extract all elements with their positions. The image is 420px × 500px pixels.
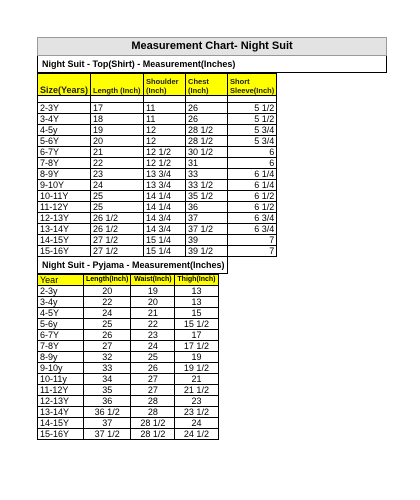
header-year: Year — [38, 275, 84, 286]
table-cell: 5 3/4 — [228, 125, 277, 136]
table-cell: 6 3/4 — [228, 213, 277, 224]
table-cell: 28 — [131, 407, 175, 418]
table-cell: 10-11Y — [38, 191, 91, 202]
table-cell: 35 1/2 — [186, 191, 228, 202]
table-cell: 4-5y — [38, 125, 91, 136]
table-row — [38, 330, 219, 341]
table-cell: 37 — [84, 418, 131, 429]
table-row — [38, 202, 277, 213]
table-row — [38, 103, 277, 114]
top-table-body — [38, 103, 277, 257]
table-cell: 6 3/4 — [228, 224, 277, 235]
table-cell: 33 — [84, 363, 131, 374]
table-cell: 17 — [91, 103, 144, 114]
top-section-title: Night Suit - Top(Shirt) - Measurement(Inches) — [37, 56, 387, 73]
header-chest: Chest (Inch) — [186, 74, 228, 96]
table-cell: 26 1/2 — [91, 224, 144, 235]
table-cell: 21 — [91, 147, 144, 158]
table-cell: 24 — [175, 418, 218, 429]
top-header-row — [38, 74, 277, 96]
table-cell: 19 — [175, 352, 218, 363]
table-cell: 28 1/2 — [131, 429, 175, 440]
top-measurement-table — [37, 73, 277, 257]
table-cell: 5-6y — [38, 319, 84, 330]
table-cell: 39 — [186, 235, 228, 246]
header-shoulder: Shoulder (Inch) — [144, 74, 186, 96]
table-cell: 25 — [91, 202, 144, 213]
table-cell: 24 — [91, 180, 144, 191]
header-waist: Waist(Inch) — [131, 275, 175, 286]
table-row — [38, 319, 219, 330]
table-cell: 36 — [84, 396, 131, 407]
table-cell: 7 — [228, 246, 277, 257]
table-cell: 10-11y — [38, 374, 84, 385]
table-cell: 12 1/2 — [144, 158, 186, 169]
table-cell: 26 — [84, 330, 131, 341]
table-row — [38, 308, 219, 319]
table-cell: 9-10y — [38, 363, 84, 374]
header-length: Length(Inch) — [84, 275, 131, 286]
table-row — [38, 191, 277, 202]
table-cell: 27 1/2 — [91, 235, 144, 246]
table-cell: 26 — [186, 103, 228, 114]
table-cell: 5 3/4 — [228, 136, 277, 147]
table-cell: 13 — [175, 286, 218, 297]
table-cell: 5-6Y — [38, 136, 91, 147]
table-row — [38, 374, 219, 385]
table-cell: 6 1/4 — [228, 169, 277, 180]
table-cell: 12-13Y — [38, 213, 91, 224]
table-cell: 22 — [131, 319, 175, 330]
table-row — [38, 429, 219, 440]
pyjama-table-body — [38, 286, 219, 440]
table-row — [38, 297, 219, 308]
table-cell: 12 — [144, 125, 186, 136]
table-cell: 19 1/2 — [175, 363, 218, 374]
table-row — [38, 158, 277, 169]
table-cell: 17 — [175, 330, 218, 341]
table-row — [38, 147, 277, 158]
table-cell: 27 — [131, 385, 175, 396]
table-cell: 23 — [91, 169, 144, 180]
table-cell: 11 — [144, 103, 186, 114]
table-cell: 7 — [228, 235, 277, 246]
table-cell: 7-8Y — [38, 158, 91, 169]
table-cell: 22 — [84, 297, 131, 308]
table-cell: 8-9y — [38, 352, 84, 363]
table-row — [38, 407, 219, 418]
table-cell: 28 — [131, 396, 175, 407]
table-cell: 21 — [175, 374, 218, 385]
table-cell: 6-7Y — [38, 147, 91, 158]
table-cell: 15 — [175, 308, 218, 319]
table-row — [38, 352, 219, 363]
table-cell: 27 — [84, 341, 131, 352]
table-row — [38, 114, 277, 125]
table-cell: 28 1/2 — [186, 136, 228, 147]
table-cell: 24 — [131, 341, 175, 352]
table-cell: 25 — [84, 319, 131, 330]
table-cell: 19 — [131, 286, 175, 297]
header-thigh: Thigh(Inch) — [175, 275, 218, 286]
table-cell: 18 — [91, 114, 144, 125]
table-cell: 13-14Y — [38, 407, 84, 418]
table-row — [38, 136, 277, 147]
header-length: Length (Inch) — [91, 74, 144, 96]
table-cell: 24 — [84, 308, 131, 319]
table-cell: 27 — [131, 374, 175, 385]
table-cell: 23 — [131, 330, 175, 341]
table-cell: 19 — [91, 125, 144, 136]
table-cell: 6 — [228, 147, 277, 158]
table-cell: 3-4y — [38, 297, 84, 308]
spacer-row — [38, 96, 277, 103]
table-row — [38, 169, 277, 180]
table-cell: 21 1/2 — [175, 385, 218, 396]
table-cell: 5 1/2 — [228, 103, 277, 114]
table-row — [38, 341, 219, 352]
table-cell: 14-15Y — [38, 235, 91, 246]
table-cell: 8-9Y — [38, 169, 91, 180]
table-cell: 12-13Y — [38, 396, 84, 407]
table-cell: 13 3/4 — [144, 180, 186, 191]
table-cell: 20 — [91, 136, 144, 147]
table-cell: 36 — [186, 202, 228, 213]
table-cell: 27 1/2 — [91, 246, 144, 257]
table-cell: 4-5Y — [38, 308, 84, 319]
table-cell: 21 — [131, 308, 175, 319]
table-cell: 2-3Y — [38, 103, 91, 114]
table-row — [38, 125, 277, 136]
table-row — [38, 363, 219, 374]
table-cell: 25 — [131, 352, 175, 363]
table-row — [38, 180, 277, 191]
table-cell: 14 3/4 — [144, 213, 186, 224]
table-cell: 26 1/2 — [91, 213, 144, 224]
table-cell: 5 1/2 — [228, 114, 277, 125]
table-cell: 13 3/4 — [144, 169, 186, 180]
table-cell: 12 1/2 — [144, 147, 186, 158]
table-cell: 6 1/2 — [228, 202, 277, 213]
table-cell: 20 — [84, 286, 131, 297]
table-cell: 2-3y — [38, 286, 84, 297]
table-cell: 35 — [84, 385, 131, 396]
table-cell: 33 — [186, 169, 228, 180]
table-cell: 20 — [131, 297, 175, 308]
table-cell: 15 1/4 — [144, 235, 186, 246]
table-row — [38, 224, 277, 235]
table-cell: 33 1/2 — [186, 180, 228, 191]
table-row — [38, 286, 219, 297]
table-cell: 6 1/2 — [228, 191, 277, 202]
table-cell: 6 — [228, 158, 277, 169]
table-cell: 9-10Y — [38, 180, 91, 191]
table-cell: 14 1/4 — [144, 191, 186, 202]
table-row — [38, 235, 277, 246]
table-cell: 28 1/2 — [131, 418, 175, 429]
table-cell: 15 1/2 — [175, 319, 218, 330]
table-cell: 12 — [144, 136, 186, 147]
table-row — [38, 385, 219, 396]
table-cell: 26 — [186, 114, 228, 125]
table-cell: 34 — [84, 374, 131, 385]
table-cell: 23 — [175, 396, 218, 407]
table-cell: 7-8Y — [38, 341, 84, 352]
table-cell: 39 1/2 — [186, 246, 228, 257]
table-cell: 11 — [144, 114, 186, 125]
table-cell: 11-12Y — [38, 385, 84, 396]
table-cell: 15-16Y — [38, 429, 84, 440]
table-row — [38, 418, 219, 429]
table-cell: 6 1/4 — [228, 180, 277, 191]
table-cell: 37 1/2 — [186, 224, 228, 235]
table-cell: 37 — [186, 213, 228, 224]
table-cell: 3-4Y — [38, 114, 91, 125]
pyjama-measurement-table — [37, 274, 219, 440]
table-cell: 25 — [91, 191, 144, 202]
pyjama-header-row — [38, 275, 219, 286]
table-cell: 28 1/2 — [186, 125, 228, 136]
table-cell: 15 1/4 — [144, 246, 186, 257]
table-row — [38, 246, 277, 257]
table-cell: 13 — [175, 297, 218, 308]
bottom-section-title: Night Suit - Pyjama - Measurement(Inches) — [37, 257, 228, 274]
table-cell: 17 1/2 — [175, 341, 218, 352]
table-cell: 23 1/2 — [175, 407, 218, 418]
table-cell: 14-15Y — [38, 418, 84, 429]
chart-title: Measurement Chart- Night Suit — [37, 37, 387, 56]
table-cell: 13-14Y — [38, 224, 91, 235]
table-cell: 6-7Y — [38, 330, 84, 341]
table-cell: 11-12Y — [38, 202, 91, 213]
table-cell: 37 1/2 — [84, 429, 131, 440]
table-cell: 24 1/2 — [175, 429, 218, 440]
table-cell: 22 — [91, 158, 144, 169]
table-cell: 14 3/4 — [144, 224, 186, 235]
header-size: Size(Years) — [38, 74, 91, 96]
table-cell: 26 — [131, 363, 175, 374]
table-cell: 30 1/2 — [186, 147, 228, 158]
table-cell: 36 1/2 — [84, 407, 131, 418]
table-cell: 32 — [84, 352, 131, 363]
table-cell: 31 — [186, 158, 228, 169]
measurement-sheet — [37, 37, 387, 440]
table-row — [38, 213, 277, 224]
table-cell: 14 1/4 — [144, 202, 186, 213]
header-short-sleeve: Short Sleeve(Inch) — [228, 74, 277, 96]
table-row — [38, 396, 219, 407]
table-cell: 15-16Y — [38, 246, 91, 257]
